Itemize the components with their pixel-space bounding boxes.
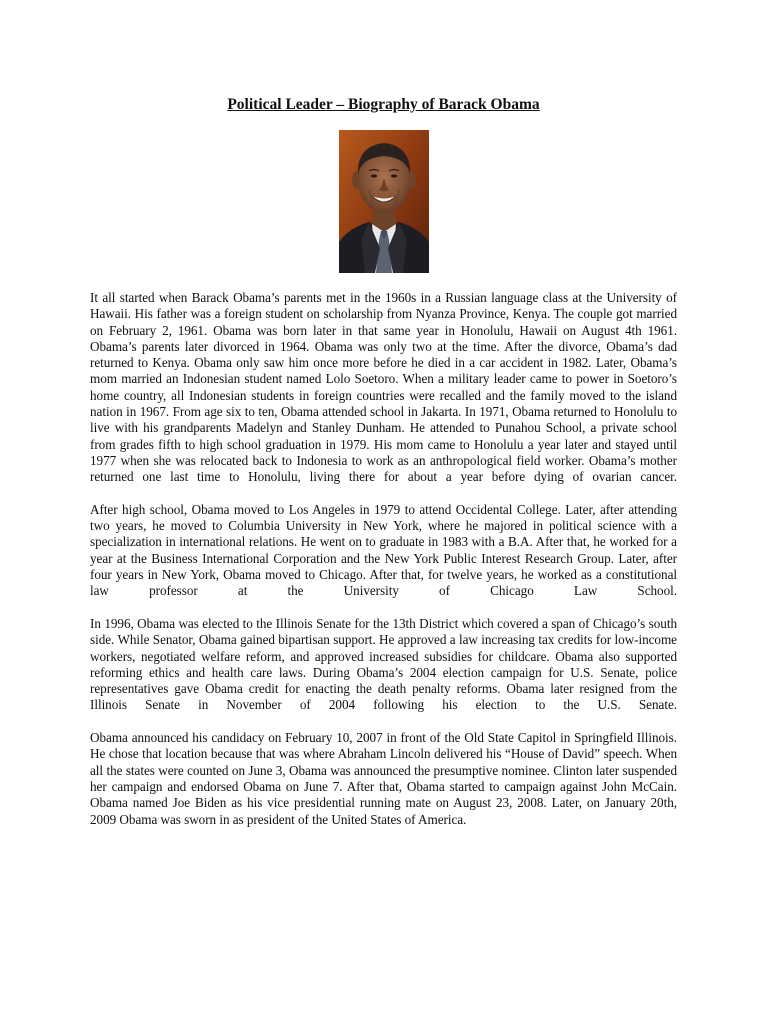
document-page	[90, 96, 677, 844]
paragraph-early-life: It all started when Barack Obama’s parents met in the 1960s in a Russian language class at the University of Hawaii. His father was a foreign student on scholarship from Nyanza Province, Kenya. The couple got married on February 2, 1961. Obama was born later in that same year in Honolulu, Hawaii on August 4th 1961. Obama’s parents later divorced in 1964. Obama was only two at the time. After the divorce, Obama’s dad returned to Kenya. Obama only saw him once more before he died in a car accident in 1982. Later, Obama’s mom married an Indonesian student named Lolo Soetoro. When a military leader came to power in Soetoro’s home country, all Indonesian students in foreign countries were recalled and the family moved to the island nation in 1967. From age six to ten, Obama attended school in Jakarta. In 1971, Obama returned to Honolulu to live with his grandparents Madelyn and Stanley Dunham. He attended to Punahou School, a private school from grades fifth to high school graduation in 1979. His mom came to Honolulu a year later and stayed until 1977 when she was relocated back to Indonesia to work as an anthropological field worker. Obama’s mother returned one last time to Honolulu, living there for about a year before dying of ovarian cancer.	[90, 290, 677, 485]
paragraph-education: After high school, Obama moved to Los Angeles in 1979 to attend Occidental College. Later, after attending two years, he moved to Columbia University in New York, where he majored in political science with a specialization in international relations. He went on to graduate in 1983 with a B.A. After that, he worked for a year at the Business International Corporation and the New York Public Interest Research Group. Later, after four years in New York, Obama moved to Chicago. After that, for twelve years, he worked as a constitutional law professor at the University of Chicago Law School.	[90, 501, 677, 599]
paragraph-illinois-senate: In 1996, Obama was elected to the Illinois Senate for the 13th District which covered a span of Chicago’s south side. While Senator, Obama gained bipartisan support. He approved a law increasing tax credits for low-income workers, negotiated welfare reform, and approved increased subsidies for childcare. Obama also supported reforming ethics and health care laws. During Obama’s 2004 election campaign for U.S. Senate, police representatives gave Obama credit for enacting the death penalty reforms. Obama later resigned from the Illinois Senate in November of 2004 following his election to the U.S. Senate.	[90, 615, 677, 713]
portrait-photo	[339, 130, 429, 273]
paragraph-presidential-campaign: Obama announced his candidacy on February 10, 2007 in front of the Old State Capitol in Springfield Illinois. He chose that location because that was where Abraham Lincoln delivered his “House of David” speech. When all the states were counted on June 3, Obama was announced the presumptive nominee. Clinton later suspended her campaign and endorsed Obama on June 7. After that, Obama started to campaign against John McCain. Obama named Joe Biden as his vice presidential running mate on August 23, 2008. Later, on January 20th, 2009 Obama was sworn in as president of the United States of America.	[90, 730, 677, 827]
page-title: Political Leader – Biography of Barack Obama	[227, 96, 540, 113]
biography-body	[90, 290, 677, 828]
